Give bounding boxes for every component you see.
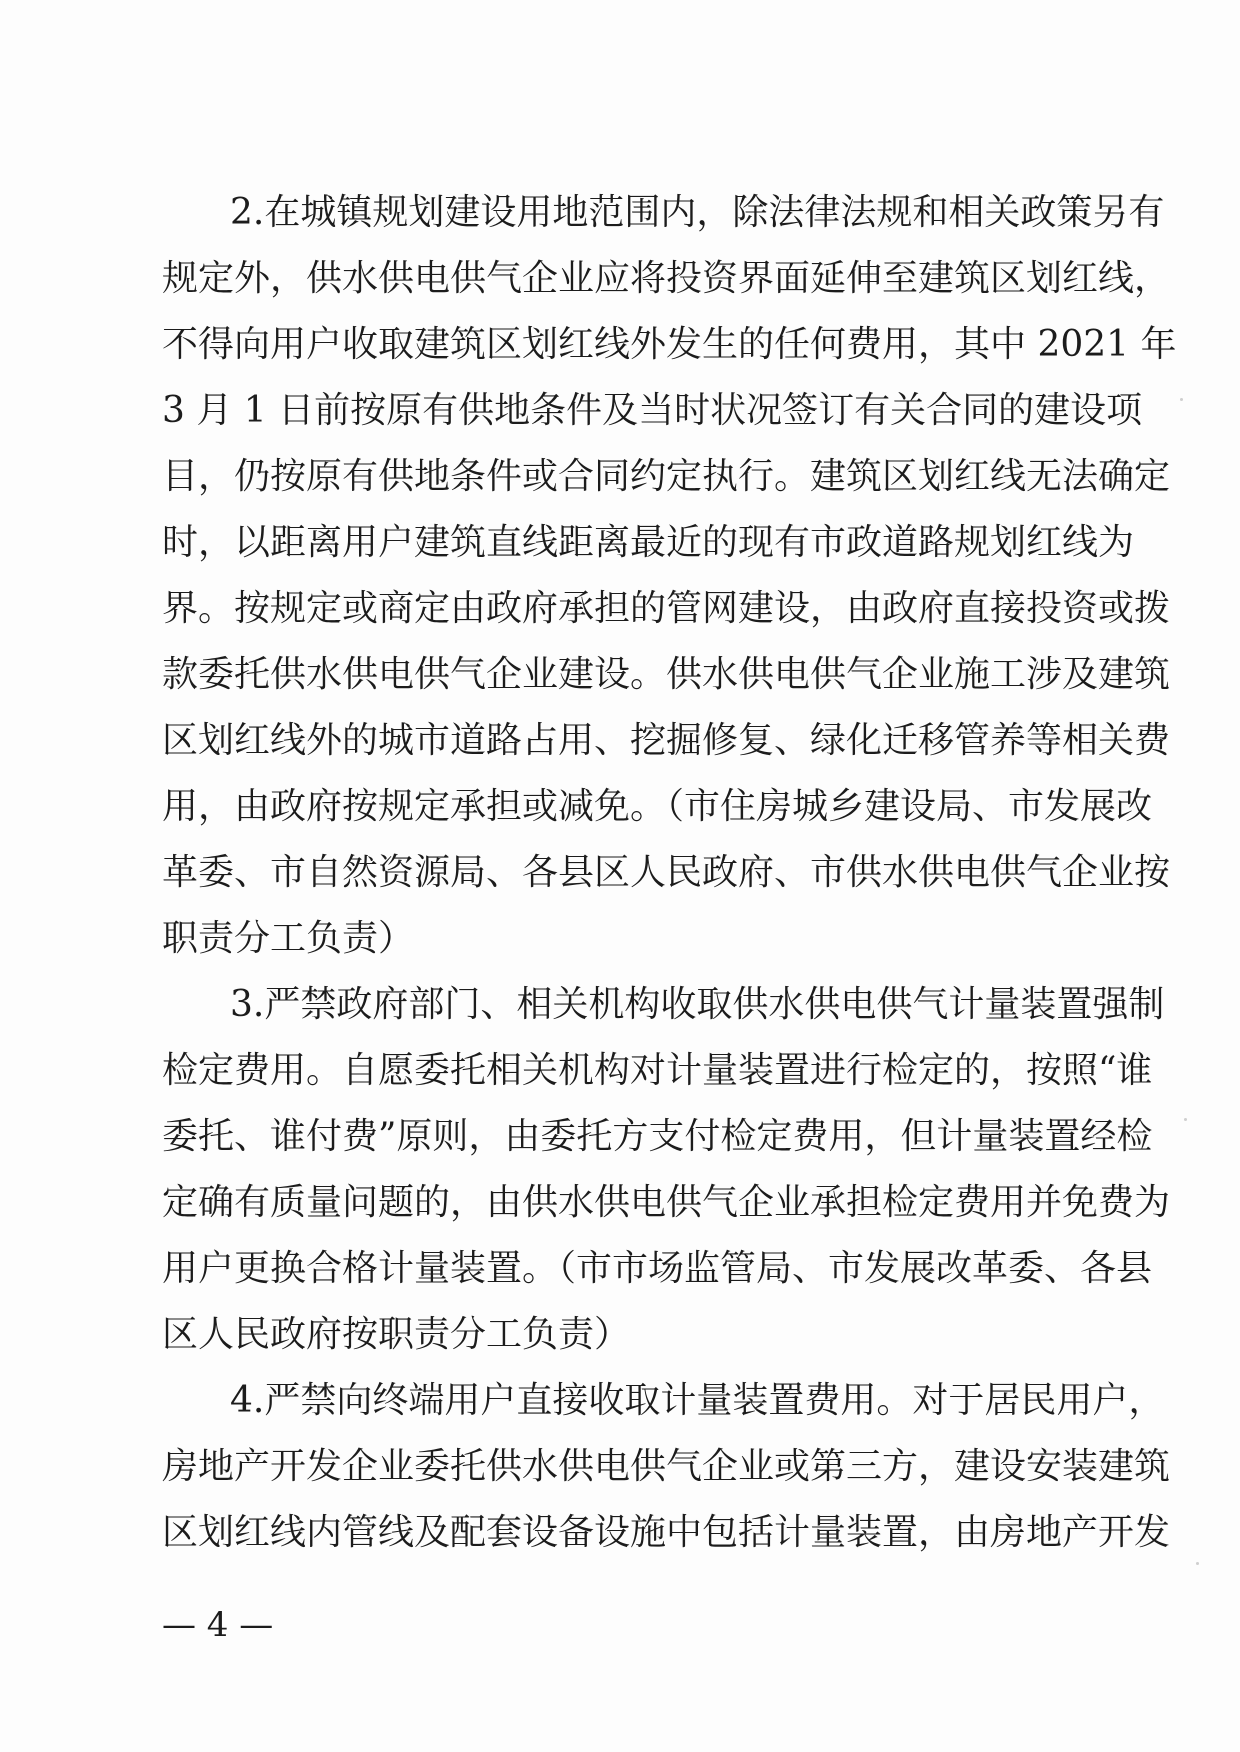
paragraph-2-line-9: 区划红线外的城市道路占用、挖掘修复、绿化迁移管养等相关费 [162, 720, 1171, 761]
paragraph-2-line-7: 界。按规定或商定由政府承担的管网建设，由政府直接投资或拨 [162, 588, 1171, 629]
paragraph-2-line-12: 职责分工负责） [162, 918, 415, 959]
paragraph-4-line-3: 区划红线内管线及配套设备设施中包括计量装置，由房地产开发 [162, 1512, 1171, 1553]
paragraph-2-line-10: 用，由政府按规定承担或减免。（市住房城乡建设局、市发展改 [162, 786, 1153, 827]
paragraph-3-line-2: 检定费用。自愿委托相关机构对计量装置进行检定的，按照“谁 [162, 1050, 1153, 1091]
paragraph-3-line-4: 定确有质量问题的，由供水供电供气企业承担检定费用并免费为 [162, 1182, 1171, 1223]
paragraph-4-line-1: 4.严禁向终端用户直接收取计量装置费用。对于居民用户， [230, 1380, 1165, 1421]
paragraph-2-line-6: 时，以距离用户建筑直线距离最近的现有市政道路规划红线为 [162, 522, 1135, 563]
paragraph-2-line-3: 不得向用户收取建筑区划红线外发生的任何费用，其中 2021 年 [162, 324, 1177, 365]
paragraph-3-line-3: 委托、谁付费”原则，由委托方支付检定费用，但计量装置经检 [162, 1116, 1153, 1157]
paragraph-2-line-1: 2.在城镇规划建设用地范围内，除法律法规和相关政策另有 [230, 192, 1165, 233]
scan-speck [1184, 1118, 1187, 1121]
paragraph-2-line-5: 目，仍按原有供地条件或合同约定执行。建筑区划红线无法确定 [162, 456, 1171, 497]
paragraph-2-line-2: 规定外，供水供电供气企业应将投资界面延伸至建筑区划红线， [162, 258, 1171, 299]
scan-speck [1196, 1562, 1199, 1565]
paragraph-2-line-4: 3 月 1 日前按原有供地条件及当时状况签订有关合同的建设项 [162, 390, 1143, 431]
paragraph-2-line-8: 款委托供水供电供气企业建设。供水供电供气企业施工涉及建筑 [162, 654, 1171, 695]
page-number: — 4 — [162, 1605, 274, 1645]
paragraph-3-line-1: 3.严禁政府部门、相关机构收取供水供电供气计量装置强制 [230, 984, 1165, 1025]
paragraph-2-line-11: 革委、市自然资源局、各县区人民政府、市供水供电供气企业按 [162, 852, 1171, 893]
paragraph-3-line-6: 区人民政府按职责分工负责） [162, 1314, 631, 1355]
scan-speck [1180, 398, 1183, 401]
paragraph-3-line-5: 用户更换合格计量装置。（市市场监管局、市发展改革委、各县 [162, 1248, 1153, 1289]
paragraph-4-line-2: 房地产开发企业委托供水供电供气企业或第三方，建设安装建筑 [162, 1446, 1171, 1487]
